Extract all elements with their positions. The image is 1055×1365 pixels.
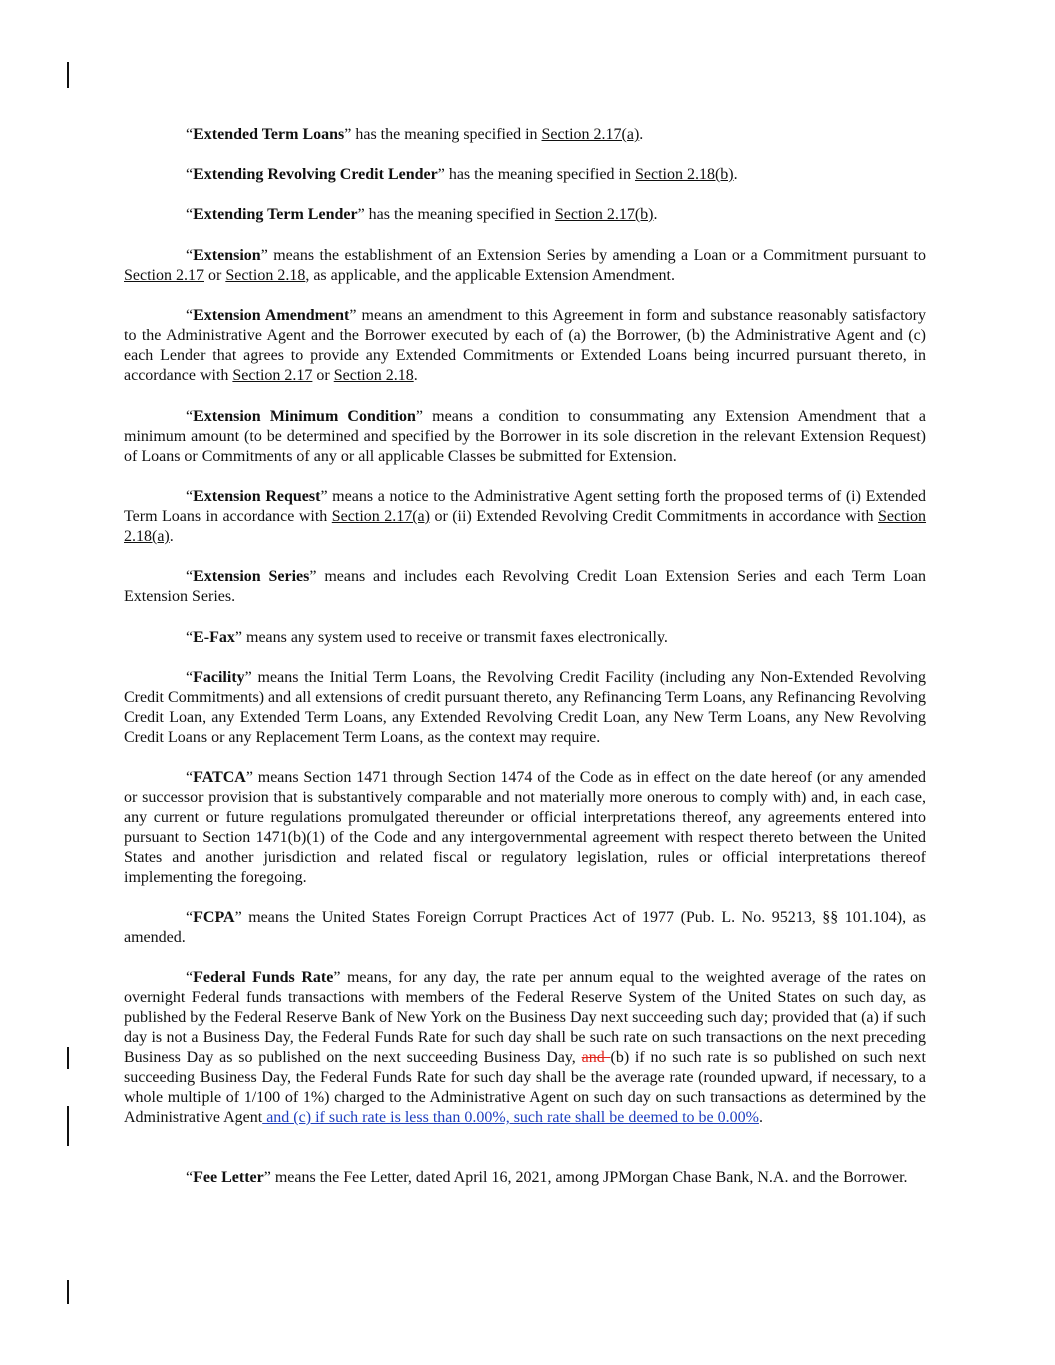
defined-term: Extending Term Lender xyxy=(193,206,358,223)
deleted-text: and xyxy=(581,1049,611,1066)
defined-term: Extension Amendment xyxy=(193,307,350,324)
defined-term: Extending Revolving Credit Lender xyxy=(193,166,438,183)
definition-extending-revolving-credit-lender: “Extending Revolving Credit Lender” has the meaning specified in Section 2.18(b). xyxy=(186,166,738,183)
definition-fcpa: “FCPA” means the United States Foreign Corrupt Practices Act of 1977 (Pub. L. No. 95213, §§ 101.104), as amended. xyxy=(124,909,926,946)
definition-extended-term-loans: “Extended Term Loans” has the meaning specified in Section 2.17(a). xyxy=(186,126,644,143)
revision-bar xyxy=(67,62,69,88)
definition-e-fax: “E-Fax” means any system used to receive or transmit faxes electronically. xyxy=(186,629,668,646)
revision-bar xyxy=(67,1106,69,1146)
defined-term: Federal Funds Rate xyxy=(193,969,334,986)
definition-extending-term-lender: “Extending Term Lender” has the meaning specified in Section 2.17(b). xyxy=(186,206,658,223)
section-reference: Section 2.18 xyxy=(225,267,306,284)
defined-term: E-Fax xyxy=(193,629,235,646)
definition-extension-amendment: “Extension Amendment” means an amendment to this Agreement in form and substance reasonably satisfactory to the Administrative Agent and the Borrower executed by each of (a) the Borrower, (b) the Administrative Agent and (c) each Lender that agrees to provide any Extended Commitments or Extended Loans being incurred pursuant thereto, in accordance with Section 2.17 or Section 2.18. xyxy=(124,307,926,384)
defined-term: FATCA xyxy=(193,769,246,786)
section-reference: Section 2.17(b) xyxy=(554,206,654,223)
section-reference: Section 2.17(a) xyxy=(541,126,640,143)
definition-extension-minimum-condition: “Extension Minimum Condition” means a condition to consummating any Extension Amendment that a minimum amount (to be determined and specified by the Borrower in its sole discretion in the relevant Extension Request) of Loans or Commitments of any or all applicable Classes be submitted for Extension. xyxy=(124,408,926,465)
definition-fee-letter: “Fee Letter” means the Fee Letter, dated April 16, 2021, among JPMorgan Chase Bank, N.A. and the Borrower. xyxy=(186,1169,908,1186)
definition-extension: “Extension” means the establishment of an Extension Series by amending a Loan or a Commitment pursuant to Section 2.17 or Section 2.18, as applicable, and the applicable Extension Amendment. xyxy=(124,247,926,284)
section-reference: Section 2.18(b) xyxy=(634,166,734,183)
defined-term: Extension Series xyxy=(193,568,310,585)
defined-term: Extension xyxy=(193,247,261,264)
section-reference: Section 2.17 xyxy=(124,267,204,284)
section-reference: Section 2.18(a) xyxy=(124,508,927,545)
definition-extension-series: “Extension Series” means and includes each Revolving Credit Loan Extension Series and each Term Loan Extension Series. xyxy=(124,568,926,605)
defined-term: Extension Minimum Condition xyxy=(193,408,416,425)
defined-term: Extended Term Loans xyxy=(193,126,345,143)
definition-extension-request: “Extension Request” means a notice to the Administrative Agent setting forth the proposed terms of (i) Extended Term Loans in accordance with Section 2.17(a) or (ii) Extended Revolving Credit Commitments in accordance with Section 2.18(a). xyxy=(124,488,927,545)
definition-fatca: “FATCA” means Section 1471 through Section 1474 of the Code as in effect on the date hereof (or any amended or successor provision that is substantively comparable and not materially more onerous to comply with) and, in each case, any current or future regulations promulgated thereunder or official interpretations thereof, any agreements entered into pursuant to Section 1471(b)(1) of the Code and any intergovernmental agreement with respect thereto between the United States and another jurisdiction and related fiscal or regulatory legislation, rules or official interpretations thereof implementing the foregoing. xyxy=(124,769,926,886)
defined-term: FCPA xyxy=(193,909,235,926)
inserted-text: and (c) if such rate is less than 0.00%, such rate shall be deemed to be 0.00% xyxy=(262,1109,759,1126)
section-reference: Section 2.18 xyxy=(333,367,414,384)
definition-facility: “Facility” means the Initial Term Loans, the Revolving Credit Facility (including any Non-Extended Revolving Credit Commitments) and all extensions of credit pursuant thereto, any Refinancing Term Loans, any Refinancing Revolving Credit Loan, any Extended Term Loans, any Extended Revolving Credit Loan, any New Term Loans, any New Revolving Credit Loans or any Replacement Term Loans, as the context may require. xyxy=(124,669,926,746)
defined-term: Extension Request xyxy=(193,488,321,505)
defined-term: Facility xyxy=(193,669,245,686)
revision-bar xyxy=(67,1280,69,1304)
section-reference: Section 2.17 xyxy=(232,367,313,384)
defined-term: Fee Letter xyxy=(193,1169,264,1186)
definition-federal-funds-rate: “Federal Funds Rate” means, for any day, the rate per annum equal to the weighted average of the rates on overnight Federal funds transactions with members of the Federal Reserve System of the United States on such day, as published by the Federal Reserve Bank of New York on the Business Day next succeeding such day; provided that (a) if such day is not a Business Day, the Federal Funds Rate for such day shall be such rate on such transactions on the next preceding Business Day as so published on the next succeeding Business Day, and (b) if no such rate is so published on such next succeeding Business Day, the Federal Funds Rate for such day shall be the average rate (rounded upward, if necessary, to a whole multiple of 1/100 of 1%) charged to the Administrative Agent on such day on such transactions as determined by the Administrative Agent and (c) if such rate is less than 0.00%, such rate shall be deemed to be 0.00%. xyxy=(124,969,927,1126)
section-reference: Section 2.17(a) xyxy=(331,508,430,525)
revision-bar xyxy=(67,1047,69,1069)
